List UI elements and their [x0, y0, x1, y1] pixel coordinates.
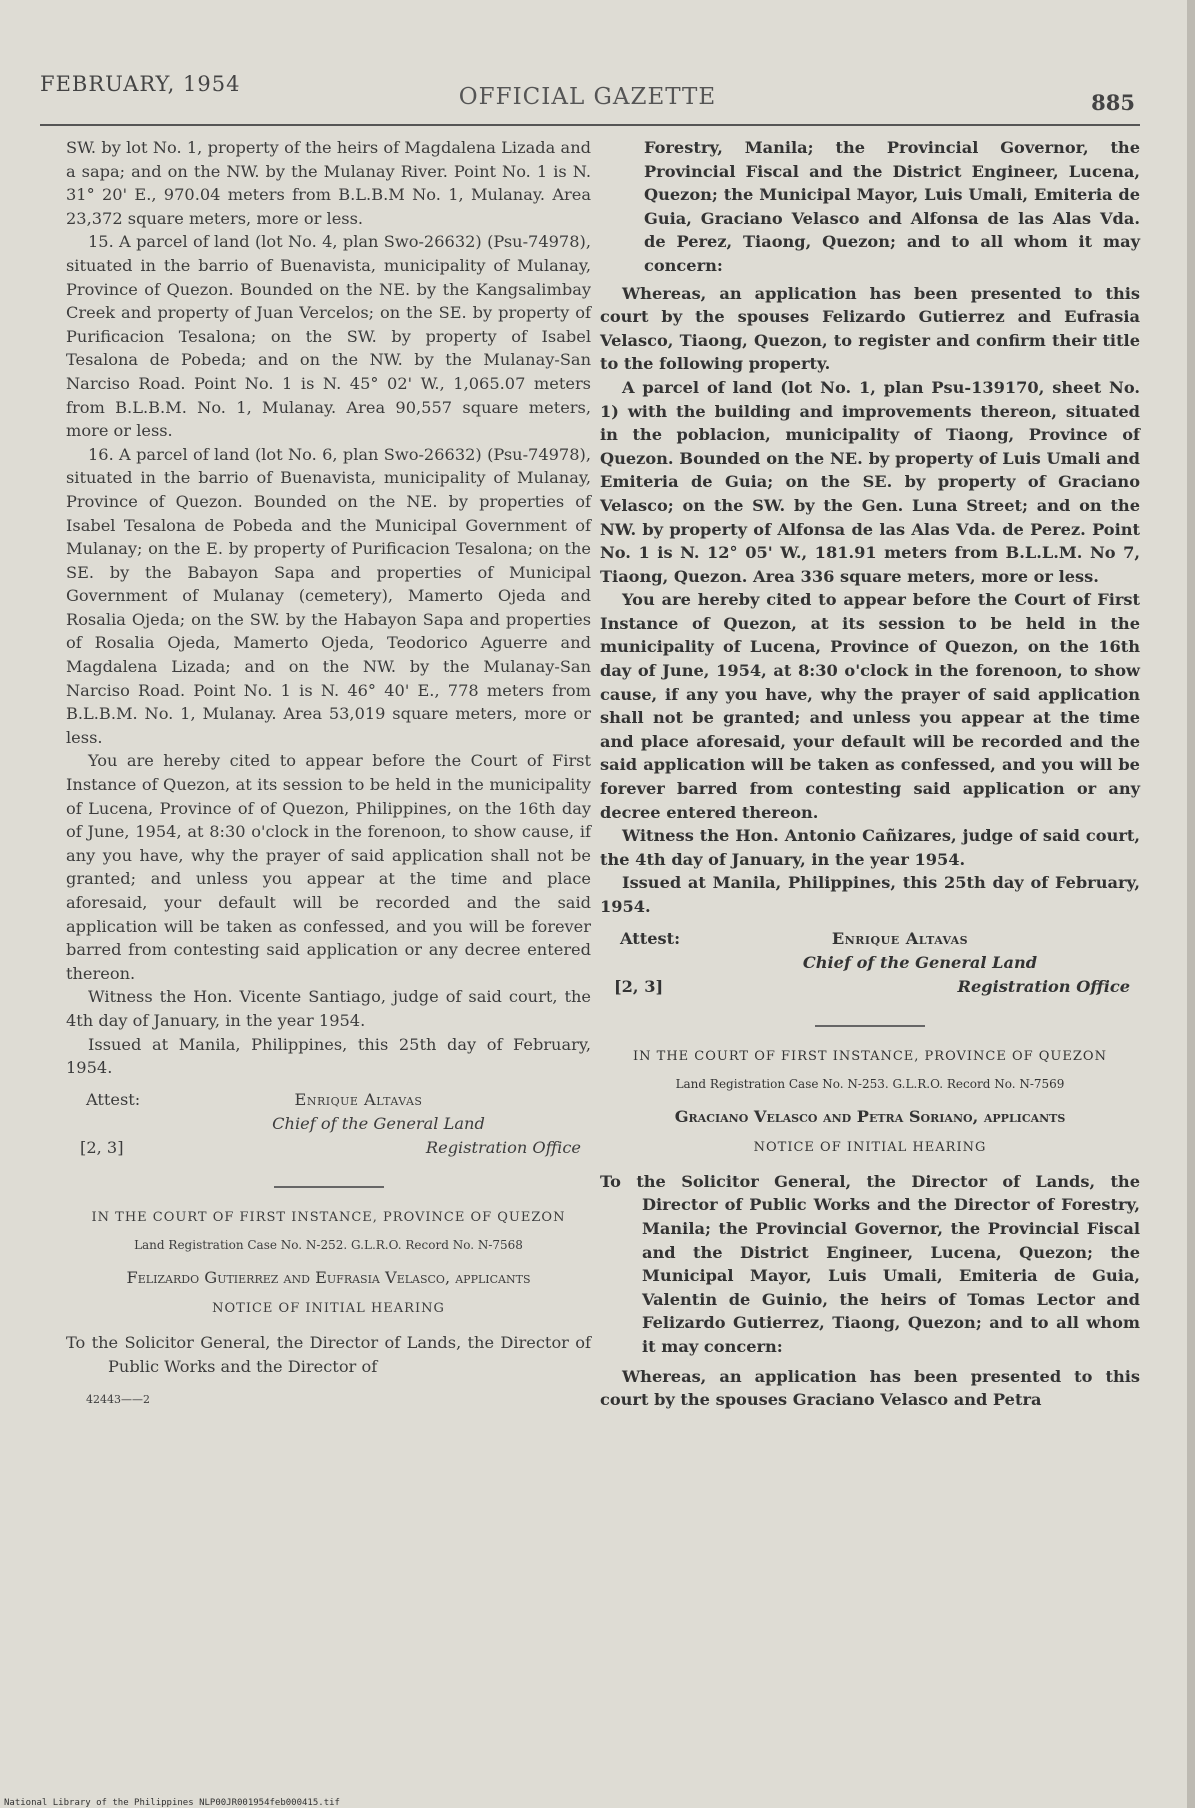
paragraph: A parcel of land (lot No. 1, plan Psu-139170, sheet No. 1) with the building and improvements thereon, situated in the poblacion, municipality of Tiaong, Province of Quezon. Bounded on the NE. by property of Luis Umali and Emiteria de Guia; on the SE. by property of Graciano Velasco; on the SW. by the Gen. Luna Street; and on the NW. by property of Alfonsa de las Alas Vda. de Perez. Point No. 1 is N. 12° 05' W., 181.91 meters from B.L.L.M. No 7, Tiaong, Quezon. Area 336 square meters, more or less.: [600, 377, 1140, 586]
addressees-paragraph: To the Solicitor General, the Director of Lands, the Director of Public Works and the Director of Forestry, Manila; the Provincial Governor, the Provincial Fiscal and the District Engineer, Lucena, Quezon; the Municipal Mayor, Luis Umali, Emiteria de Guia, Valentin de Guinio, the heirs of Tomas Lector and Felizardo Gutierrez, Tiaong, Quezon; and to all whom it may concern:: [600, 1171, 1140, 1356]
publication-title: OFFICIAL GAZETTE: [458, 84, 717, 110]
page-number: 885: [1091, 90, 1135, 115]
paragraph: Whereas, an application has been presented to this court by the spouses Felizardo Gutierrez and Eufrasia Velasco, Tiaong, Quezon, to register and confirm their title to the following property.: [600, 283, 1140, 374]
attest-reference: [2, 3]: [614, 976, 664, 996]
attest-office: Registration Office: [425, 1137, 581, 1157]
paragraph: SW. by lot No. 1, property of the heirs of Magdalena Lizada and a sapa; and on the NW. by the Mulanay River. Point No. 1 is N. 31° 20' E., 970.04 meters from B.L.B.M No. 1, Mulanay. Area 23,372 square meters, more or less.: [66, 138, 591, 228]
court-heading: IN THE COURT OF FIRST INSTANCE, PROVINCE OF QUEZON: [91, 1209, 566, 1225]
attest-name: Enrique Altavas: [294, 1089, 423, 1109]
right-column: [600, 136, 1140, 1412]
paragraph: 16. A parcel of land (lot No. 6, plan Swo-26632) (Psu-74978), situated in the barrio of Buenavista, municipality of Mulanay, Province of Quezon. Bounded on the NE. by properties of Isabel Tesalona de Pobeda and the Municipal Government of Mulanay; on the E. by property of Purificacion Tesalona; on the SE. by the Babayon Sapa and properties of Municipal Government of Mulanay (cemetery), Mamerto Ojeda and Rosalia Ojeda; on the SW. by the Habayon Sapa and properties of Rosalia Ojeda, Mamerto Ojeda, Teodorico Aguerre and Magdalena Lizada; and on the NW. by the Mulanay-San Narciso Road. Point No. 1 is N. 46° 40' E., 778 meters from B.L.B.M. No. 1, Mulanay. Area 53,019 square meters, more or less.: [66, 444, 591, 747]
scan-info-strip: National Library of the Philippines NLP00JR001954feb000415.tif: [4, 1798, 340, 1808]
notice-heading: NOTICE OF INITIAL HEARING: [212, 1301, 445, 1317]
header-rule: [40, 124, 1140, 126]
attestation-block: [600, 927, 1140, 999]
left-column: [66, 136, 591, 1412]
case-reference: Land Registration Case No. N-252. G.L.R.O. Record No. N-7568: [134, 1237, 523, 1252]
paragraph: Issued at Manila, Philippines, this 25th day of February, 1954.: [600, 873, 1140, 916]
attestation-block: [66, 1088, 591, 1160]
paragraph: You are hereby cited to appear before the Court of First Instance of Quezon, at its session to be held in the municipality of Lucena, Province of of Quezon, Philippines, on the 16th day of June, 1954, at 8:30 o'clock in the forenoon, to show cause, if any you have, why the prayer of said application shall not be granted; and unless you appear at the time and place aforesaid, your default will be recorded and the said application will be taken as confessed, and you will be forever barred from contesting said application or any decree entered thereon.: [66, 751, 591, 983]
section-divider: [274, 1186, 384, 1188]
attest-label: Attest:: [86, 1089, 141, 1109]
issue-date: FEBRUARY, 1954: [40, 72, 241, 96]
paragraph: 15. A parcel of land (lot No. 4, plan Swo-26632) (Psu-74978), situated in the barrio of Buenavista, municipality of Mulanay, Province of Quezon. Bounded on the NE. by the Kangsalimbay Creek and property of Juan Vercelos; on the SE. by property of Purificacion Tesalona; on the SW. by property of Isabel Tesalona de Pobeda; and on the NW. by the Mulanay-San Narciso Road. Point No. 1 is N. 45° 02' W., 1,065.07 meters from B.L.B.M. No. 1, Mulanay. Area 90,557 square meters, more or less.: [66, 232, 591, 441]
court-heading: IN THE COURT OF FIRST INSTANCE, PROVINCE OF QUEZON: [633, 1048, 1107, 1064]
attest-name: Enrique Altavas: [831, 928, 969, 948]
attest-label: Attest:: [620, 928, 681, 948]
attest-title: Chief of the General Land: [802, 952, 1038, 972]
print-code: 42443——2: [86, 1393, 150, 1407]
page-header: [40, 70, 1135, 115]
addressees-paragraph: To the Solicitor General, the Director of Lands, the Director of Public Works and the Director of: [66, 1332, 591, 1376]
page-edge-shadow: [1187, 0, 1195, 1808]
applicants-line: Felizardo Gutierrez and Eufrasia Velasco, applicants: [126, 1267, 531, 1287]
paragraph: Whereas, an application has been presented to this court by the spouses Graciano Velasco and Petra: [600, 1366, 1140, 1410]
case-reference: Land Registration Case No. N-253. G.L.R.O. Record No. N-7569: [675, 1076, 1065, 1091]
paragraph: Witness the Hon. Vicente Santiago, judge of said court, the 4th day of January, in the year 1954.: [66, 987, 591, 1030]
attest-title: Chief of the General Land: [272, 1113, 485, 1133]
paragraph: You are hereby cited to appear before the Court of First Instance of Quezon, at its session to be held in the municipality of Lucena, Province of Quezon, on the 16th day of June, 1954, at 8:30 o'clock in the forenoon, to show cause, if any you have, why the prayer of said application shall not be granted; and unless you appear at the time and place aforesaid, your default will be recorded and the said application will be taken as confessed, and you will be forever barred from contesting said application or any decree entered thereon.: [600, 590, 1140, 822]
attest-office: Registration Office: [957, 976, 1130, 996]
paragraph: Issued at Manila, Philippines, this 25th day of February, 1954.: [66, 1034, 591, 1078]
section-divider: [815, 1025, 925, 1027]
notice-heading: NOTICE OF INITIAL HEARING: [753, 1140, 987, 1156]
paragraph: Forestry, Manila; the Provincial Governor, the Provincial Fiscal and the District Engineer, Lucena, Quezon; the Municipal Mayor, Luis Umali, Emiteria de Guia, Graciano Velasco and Alfonsa de las Alas Vda. de Perez, Tiaong, Quezon; and to all whom it may concern:: [644, 138, 1140, 275]
attest-reference: [2, 3]: [80, 1137, 124, 1157]
applicants-line: Graciano Velasco and Petra Soriano, applicants: [674, 1106, 1066, 1126]
paragraph: Witness the Hon. Antonio Cañizares, judge of said court, the 4th day of January, in the year 1954.: [600, 826, 1140, 869]
